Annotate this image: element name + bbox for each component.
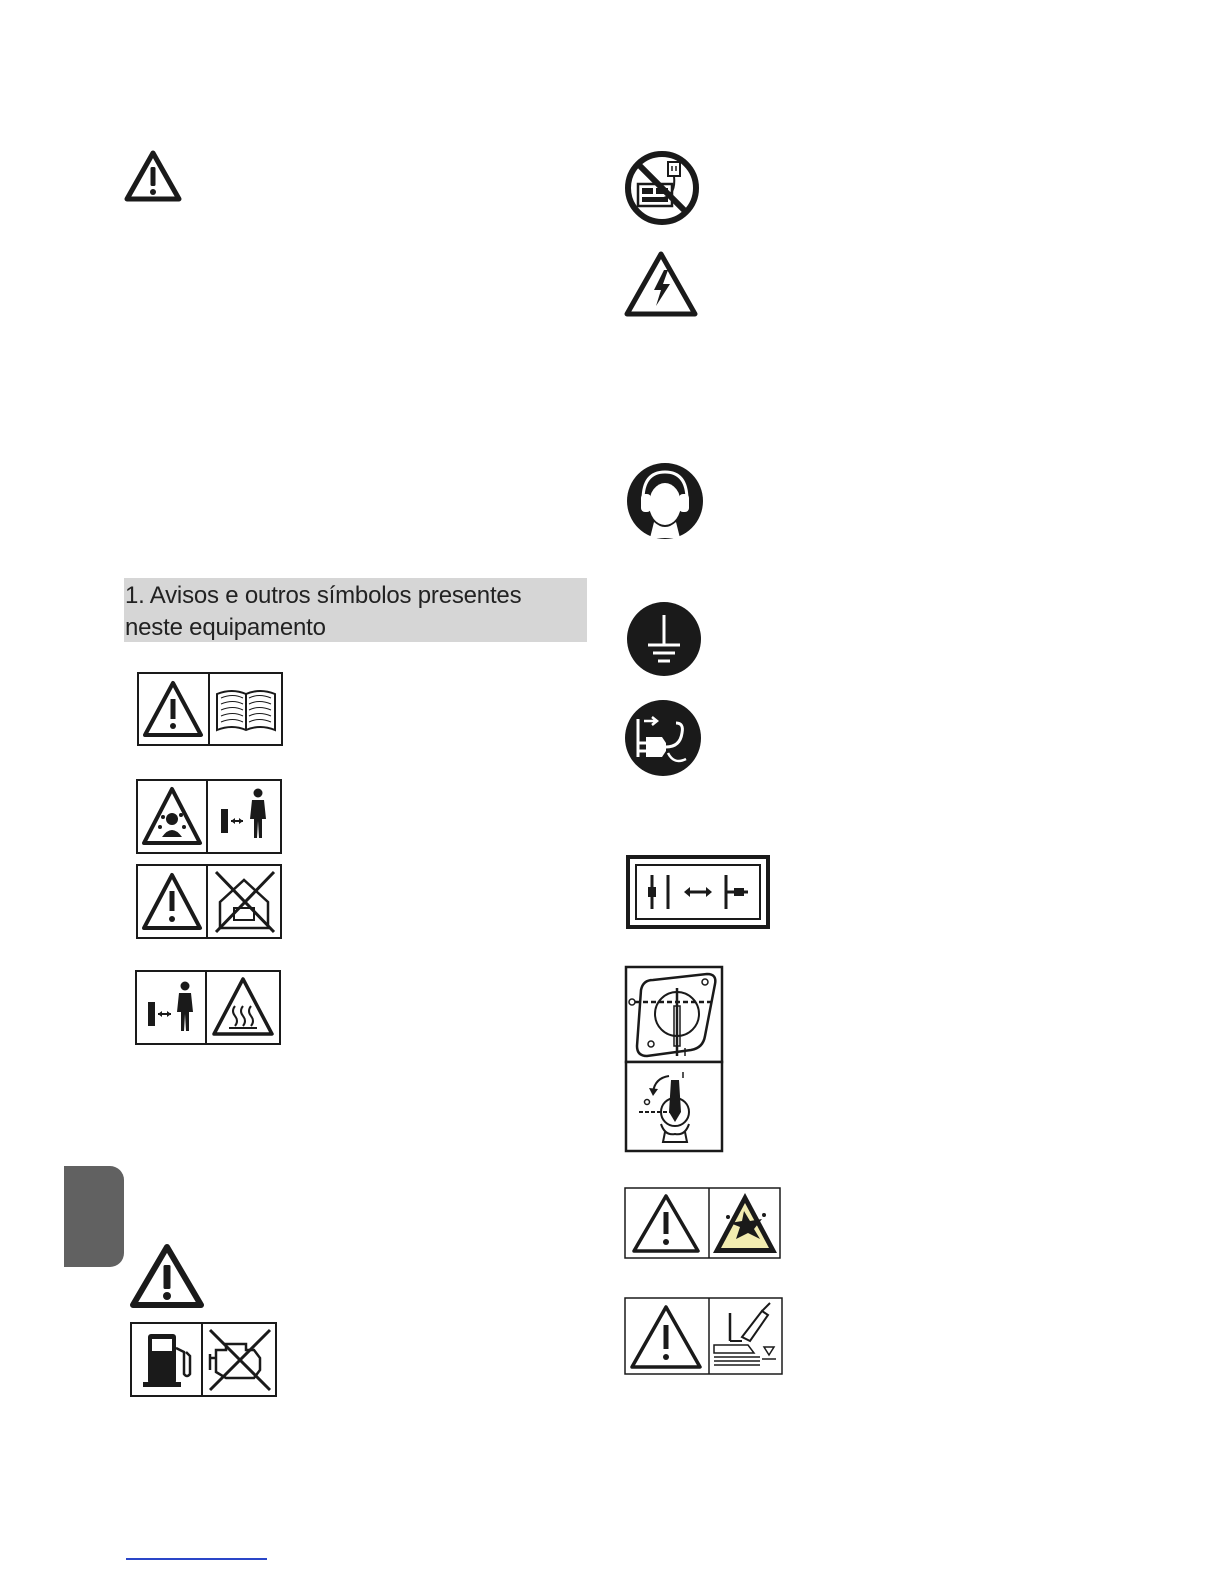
warning-triangle-icon: [129, 1243, 205, 1309]
electric-shock-warning-icon: [624, 250, 698, 318]
disconnect-plug-icon: [624, 699, 702, 777]
earth-ground-icon: [626, 601, 702, 677]
no-connection-to-mains-icon: [624, 150, 700, 226]
section-heading: 1. Avisos e outros símbolos presentes neste equipamento: [124, 578, 587, 642]
wear-ear-protection-icon: [626, 462, 704, 540]
warning-exhaust-keep-distance-icon: [136, 779, 282, 854]
footer-rule: [126, 1558, 267, 1560]
fuel-pump-no-running-engine-icon: [130, 1322, 277, 1397]
choke-lever-icon: [626, 855, 770, 929]
chapter-side-tab: [64, 1166, 124, 1267]
warning-explosion-icon: [624, 1187, 781, 1259]
fuel-valve-switch-icon: [625, 966, 723, 1152]
warning-triangle-icon: [124, 150, 182, 202]
warning-read-manual-icon: [137, 672, 283, 746]
warning-no-indoor-use-icon: [136, 864, 282, 939]
warning-spark-plug-icon: [624, 1297, 783, 1375]
keep-distance-hot-surface-icon: [135, 970, 281, 1045]
